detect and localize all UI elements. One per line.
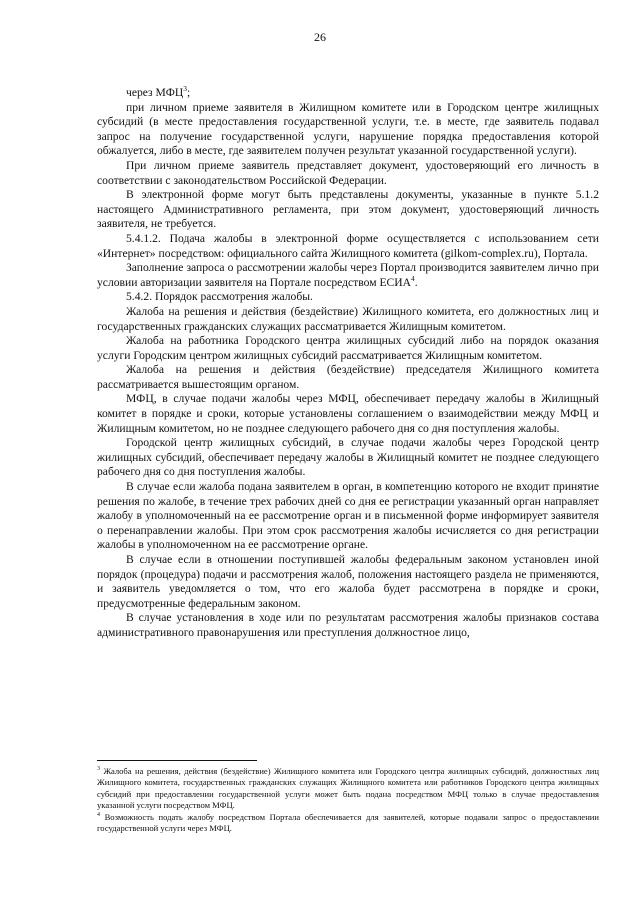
paragraph-8: Жалоба на решения и действия (бездействие) Жилищного комитета, его должностных лиц и государственных гражданских служащих рассматривается Жилищным комитетом. — [97, 304, 599, 333]
footnote-4: $^4$ Возможность подать жалобу посредством Портала обеспечивается для заявителей, которые подавали запрос о предоставлении государственной услуги через МФЦ. — [97, 811, 599, 834]
footnote-3: $^3$ Жалоба на решения, действия (бездействие) Жилищного комитета или Городского центра жилищных субсидий, должностных лиц Жилищного комитета, государственных гражданских служащих Жилищного комитета или работников Городского центра жилищных субсидий при предоставлении государственной услуги может быть подана посредством МФЦ только в случае предоставления указанной услуги посредством МФЦ. — [97, 766, 599, 811]
paragraph-5: 5.4.1.2. Подача жалобы в электронной форме осуществляется с использованием сети «Интернет» посредством: официального сайта Жилищного комитета (gilkom-complex.ru), Портала. — [97, 231, 599, 260]
paragraph-7: 5.4.2. Порядок рассмотрения жалобы. — [126, 290, 313, 304]
paragraph-3: При личном приеме заявитель представляет документ, удостоверяющий его личность в соответствии с законодательством Российской Федерации. — [97, 158, 599, 187]
paragraph-1: через МФЦ$^3$; — [126, 84, 191, 99]
footnote-ref-4[interactable]: 4 — [411, 273, 415, 283]
paragraph-15: В случае установления в ходе или по результатам рассмотрения жалобы признаков состава административного правонарушения или преступления должностное лицо, — [97, 611, 599, 639]
paragraph-12: Городской центр жилищных субсидий, в случае подачи жалобы через Городской центр жилищных субсидий, обеспечивает передачу жалобы в Жилищный комитет не позднее следующего рабочего дня со дня поступления жалобы. — [97, 436, 599, 479]
footnote-ref-3[interactable]: 3 — [183, 84, 187, 94]
paragraph-6: Заполнение запроса о рассмотрении жалобы через Портал производится заявителем лично при условии авторизации заявителя на Портале посредством ЕСИА$^4$. — [97, 261, 599, 289]
footnotes — [97, 766, 599, 834]
footnote-mark-3: 3 — [97, 766, 100, 773]
paragraph-9: Жалоба на работника Городского центра жилищных субсидий либо на порядок оказания услуги Городским центром жилищных субсидий рассматривается Жилищным комитетом. — [97, 334, 599, 362]
footnote-mark-4: 4 — [97, 811, 100, 818]
paragraph-10: Жалоба на решения и действия (бездействие) председателя Жилищного комитета рассматривается вышестоящим органом. — [97, 363, 599, 391]
body-text — [97, 86, 599, 641]
paragraph-11: МФЦ, в случае подачи жалобы через МФЦ, обеспечивает передачу жалобы в Жилищный комитет в порядке и сроки, которые установлены соглашением о взаимодействии между МФЦ и Жилищным комитетом, но не позднее следующего рабочего дня со дня поступления жалобы. — [97, 392, 599, 435]
page-number: 26 — [314, 30, 326, 44]
paragraph-4: В электронной форме могут быть представлены документы, указанные в пункте 5.1.2 настоящего Административного регламента, при этом документ, удостоверяющий личность заявителя, не требуется. — [97, 188, 599, 231]
paragraph-13: В случае если жалоба подана заявителем в орган, в компетенцию которого не входит принятие решения по жалобе, в течение трех рабочих дней со дня ее регистрации указанный орган направляет жалобу в уполномоченный на ее рассмотрение орган и в письменной форме информирует заявителя о перенаправлении жалобы. При этом срок рассмотрения жалобы исчисляется со дня регистрации жалобы в уполномоченном на ее рассмотрение органе. — [97, 480, 599, 552]
paragraph-14: В случае если в отношении поступившей жалобы федеральным законом установлен иной порядок (процедура) подачи и рассмотрения жалоб, положения настоящего раздела не применяются, и заявитель уведомляется о том, что его жалоба будет рассмотрена в порядке и сроки, предусмотренные федеральным законом. — [97, 553, 599, 610]
footnote-divider — [97, 760, 257, 761]
paragraph-2: при личном приеме заявителя в Жилищном комитете или в Городском центре жилищных субсидий (в месте предоставления государственной услуги, т.е. в месте, где заявитель подавал запрос на получение государственной услуги, нарушение порядка предоставления которой обжалуется, либо в месте, где заявителем получен результат указанной государственной услуги). — [97, 100, 599, 158]
